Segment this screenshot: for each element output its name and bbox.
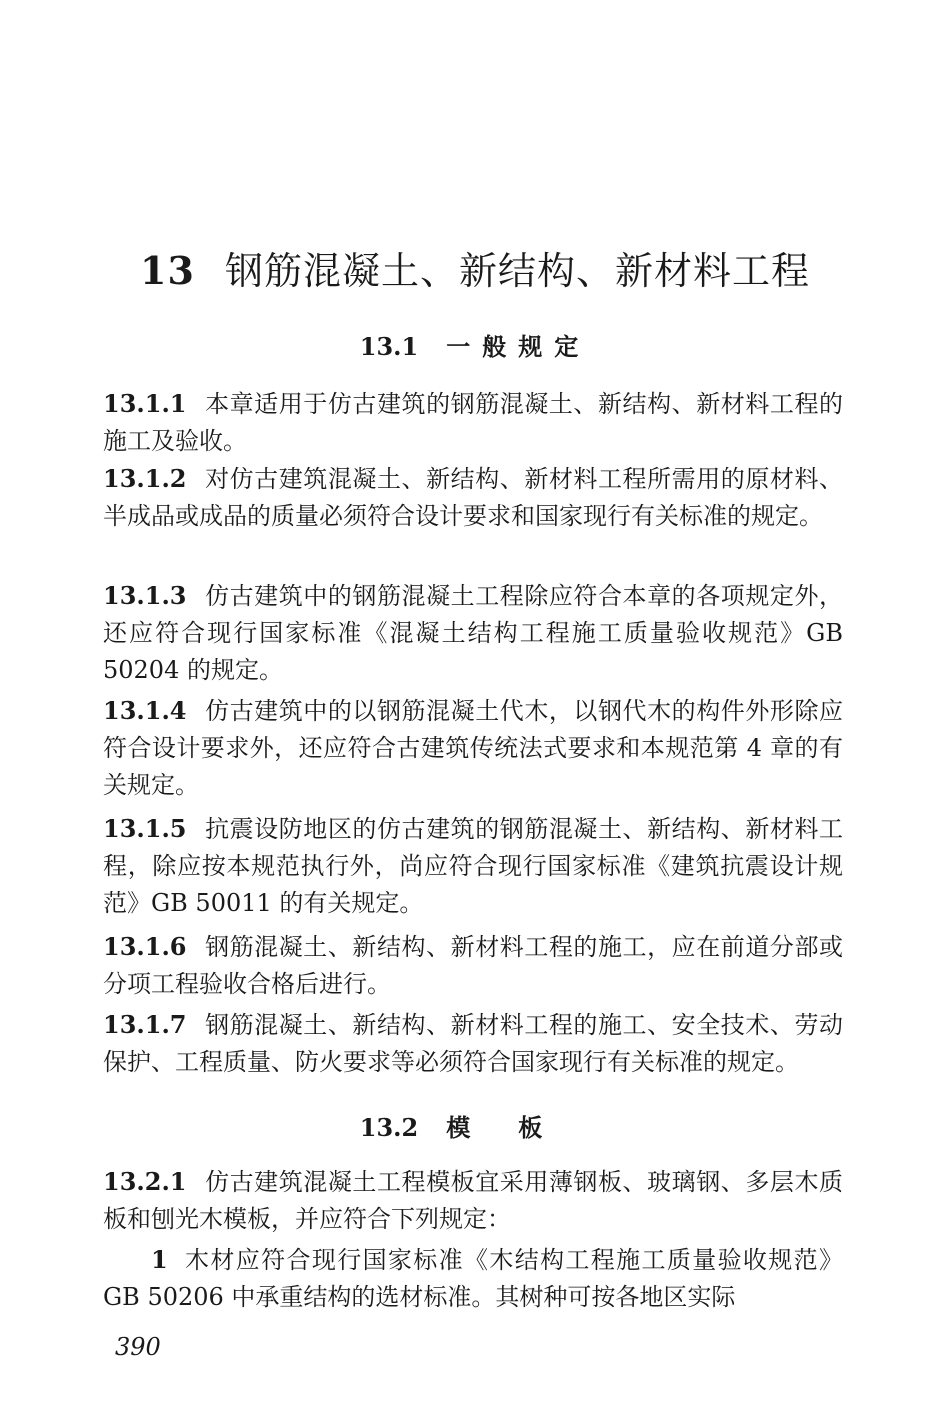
clause-13-1-4	[103, 692, 843, 804]
clause-number: 13.1.5	[103, 814, 187, 843]
list-item-1	[103, 1241, 843, 1316]
page-number: 390	[115, 1333, 161, 1361]
item-number: 1	[151, 1245, 168, 1274]
item-text: 木材应符合现行国家标准《木结构工程施工质量验收规范》GB 50206 中承重结构的选材标准。其树种可按各地区实际	[103, 1246, 843, 1311]
chapter-title-text: 钢筋混凝土、新结构、新材料工程	[224, 249, 810, 293]
section-title-13-1	[0, 327, 950, 362]
chapter-title	[0, 240, 950, 295]
clause-text: 抗震设防地区的仿古建筑的钢筋混凝土、新结构、新材料工程，除应按本规范执行外，尚应符合现行国家标准《建筑抗震设计规范》GB 50011 的有关规定。	[103, 815, 843, 917]
clause-13-1-5	[103, 810, 843, 922]
clause-number: 13.1.1	[103, 389, 187, 418]
clause-text: 钢筋混凝土、新结构、新材料工程的施工，应在前道分部或分项工程验收合格后进行。	[103, 933, 843, 998]
clause-text: 本章适用于仿古建筑的钢筋混凝土、新结构、新材料工程的施工及验收。	[103, 390, 843, 455]
section-number: 13.2	[359, 1113, 419, 1142]
clause-13-1-3	[103, 577, 843, 689]
clause-13-1-1	[103, 385, 843, 460]
clause-text: 对仿古建筑混凝土、新结构、新材料工程所需用的原材料、半成品或成品的质量必须符合设计要求和国家现行有关标准的规定。	[103, 465, 843, 530]
section-title-13-2	[0, 1108, 950, 1143]
clause-13-1-6	[103, 928, 843, 1003]
section-title-text: 一般规定	[446, 332, 591, 361]
clause-text: 钢筋混凝土、新结构、新材料工程的施工、安全技术、劳动保护、工程质量、防火要求等必须符合国家现行有关标准的规定。	[103, 1011, 843, 1076]
clause-text: 仿古建筑混凝土工程模板宜采用薄钢板、玻璃钢、多层木质板和刨光木模板，并应符合下列规定：	[103, 1168, 843, 1233]
clause-number: 13.1.3	[103, 581, 187, 610]
clause-number: 13.2.1	[103, 1167, 187, 1196]
section-number: 13.1	[359, 332, 419, 361]
clause-13-1-7	[103, 1006, 843, 1081]
clause-number: 13.1.4	[103, 696, 187, 725]
clause-number: 13.1.6	[103, 932, 187, 961]
clause-text: 仿古建筑中的以钢筋混凝土代木，以钢代木的构件外形除应符合设计要求外，还应符合古建筑传统法式要求和本规范第 4 章的有关规定。	[103, 697, 843, 799]
clause-13-1-2	[103, 460, 843, 535]
clause-number: 13.1.2	[103, 464, 187, 493]
section-title-text: 模板	[446, 1113, 591, 1142]
clause-13-2-1	[103, 1163, 843, 1238]
chapter-number: 13	[140, 248, 195, 293]
clause-text: 仿古建筑中的钢筋混凝土工程除应符合本章的各项规定外，还应符合现行国家标准《混凝土结构工程施工质量验收规范》GB 50204 的规定。	[103, 582, 843, 684]
clause-number: 13.1.7	[103, 1010, 187, 1039]
